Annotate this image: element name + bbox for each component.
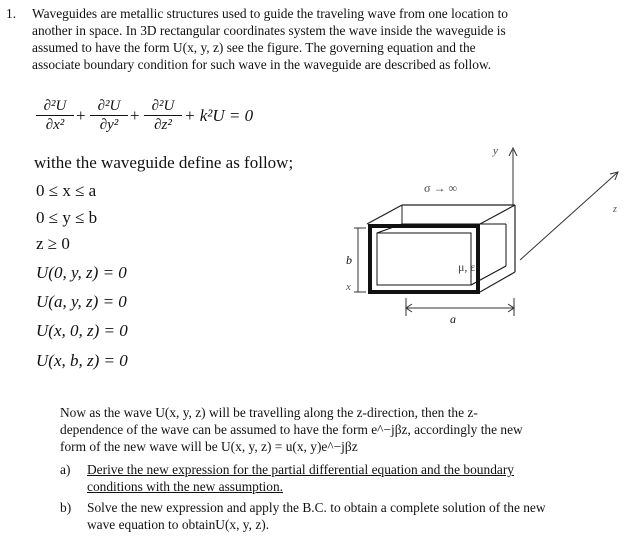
plus-sign: +	[130, 106, 140, 125]
question-item-a	[60, 461, 620, 495]
item-line: Derive the new expression for the partial differential equation and the boundary	[87, 462, 514, 477]
paragraph-line: dependence of the wave can be assumed to have the form e^−jβz, accordingly the new	[60, 422, 523, 437]
condition-z-range: z ≥ 0	[36, 234, 70, 253]
width-label: a	[450, 312, 456, 326]
term-d2u-dy2: ∂²U ∂y²	[90, 98, 128, 133]
x-axis-label: x	[346, 281, 351, 293]
term-d2u-dz2: ∂²U ∂z²	[144, 98, 182, 133]
equation-tail: + k²U = 0	[184, 106, 254, 125]
front-face-outer	[370, 226, 478, 292]
item-line: wave equation to obtainU(x, y, z).	[87, 517, 270, 532]
y-axis-label: y	[493, 145, 498, 157]
z-axis-label: z	[613, 204, 617, 215]
paragraph-line: Now as the wave U(x, y, z) will be travelling along the z-direction, then the z-	[60, 405, 478, 420]
top-left-diagonal	[367, 205, 402, 224]
boundary-condition: U(a, y, z) = 0	[36, 292, 127, 311]
item-line: conditions with the new assumption.	[87, 479, 284, 494]
wave-assumption-paragraph	[60, 404, 620, 455]
item-line: Solve the new expression and apply the B.C. to obtain a complete solution of the new	[87, 500, 546, 515]
problem-intro	[32, 5, 620, 73]
material-label: μ, ε	[458, 260, 476, 274]
item-label: b)	[60, 500, 72, 515]
intro-line: assumed to have the form U(x, y, z) see the figure. The governing equation and the	[32, 40, 476, 55]
problem-number: 1.	[6, 6, 17, 21]
boundary-condition: U(x, b, z) = 0	[36, 351, 128, 370]
intro-line: Waveguides are metallic structures used to guide the traveling wave from one location to	[32, 6, 508, 21]
waveguide-figure	[330, 140, 625, 335]
plus-sign: +	[76, 106, 86, 125]
term-d2u-dx2: ∂²U ∂x²	[36, 98, 74, 133]
definition-label: withe the waveguide define as follow;	[34, 153, 294, 172]
bottom-right-diagonal	[480, 272, 515, 292]
sigma-label: σ → ∞	[424, 181, 458, 195]
boundary-condition: U(x, 0, z) = 0	[36, 321, 128, 340]
question-item-b	[60, 499, 620, 533]
condition-x-range: 0 ≤ x ≤ a	[36, 181, 97, 200]
boundary-condition: U(0, y, z) = 0	[36, 263, 127, 282]
item-label: a)	[60, 462, 71, 477]
z-axis-line	[520, 172, 618, 260]
intro-line: another in space. In 3D rectangular coordinates system the wave inside the waveguide is	[32, 23, 506, 38]
paragraph-line: form of the new wave will be U(x, y, z) = u(x, y)e^−jβz	[60, 439, 358, 454]
condition-y-range: 0 ≤ y ≤ b	[36, 208, 98, 227]
height-label: b	[346, 253, 352, 267]
intro-line: associate boundary condition for such wave in the waveguide are described as follow.	[32, 57, 492, 72]
top-right-diagonal	[480, 205, 515, 224]
front-face-inner	[377, 233, 471, 285]
